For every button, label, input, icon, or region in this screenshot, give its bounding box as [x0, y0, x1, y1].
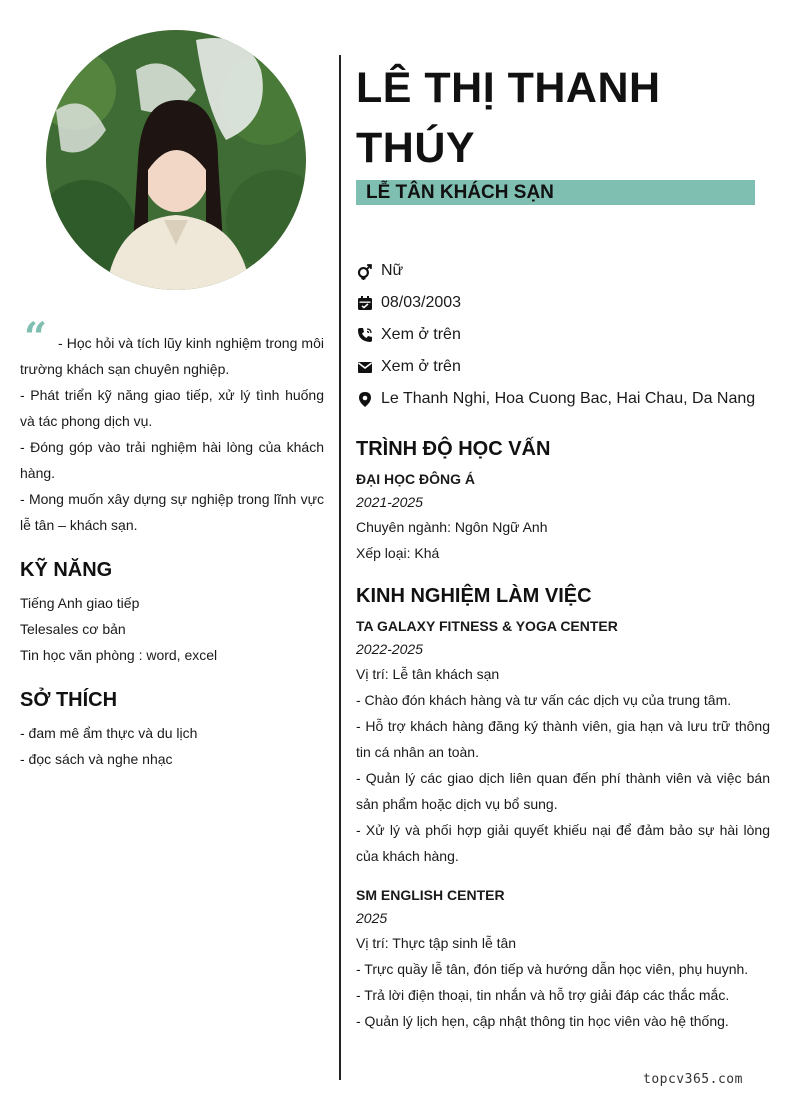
- job-position: Vị trí: Lễ tân khách sạn: [356, 666, 500, 682]
- location-icon: [356, 391, 373, 408]
- career-objective: [20, 330, 324, 538]
- profile-photo: [46, 30, 306, 290]
- job-duty: - Trả lời điện thoại, tin nhắn và hỗ trợ giải đáp các thắc mắc.: [356, 987, 730, 1003]
- email-icon: [356, 359, 373, 376]
- job-years: 2025: [356, 910, 388, 926]
- quote-icon: “: [24, 314, 48, 361]
- education-heading: TRÌNH ĐỘ HỌC VẤN: [356, 438, 551, 460]
- gender-icon: [356, 263, 373, 280]
- contact-dob: [356, 291, 776, 315]
- contact-email[interactable]: [356, 355, 776, 379]
- contact-address: [356, 387, 776, 411]
- job-duty: - Hỗ trợ khách hàng đăng ký thành viên, gia hạn và lưu trữ thông tin cá nhân an toàn.: [356, 718, 770, 760]
- job-duty: - Quản lý lịch hẹn, cập nhật thông tin học viên vào hệ thống.: [356, 1013, 729, 1029]
- job-duty: - Quản lý các giao dịch liên quan đến phí thành viên và việc bán sản phẩm hoặc dịch vụ bổ sung.: [356, 770, 770, 812]
- job-years: 2022-2025: [356, 641, 423, 657]
- hobbies-heading: SỞ THÍCH: [20, 689, 118, 711]
- candidate-name: [356, 58, 776, 178]
- skills-heading: KỸ NĂNG: [20, 559, 113, 581]
- contact-phone[interactable]: [356, 323, 776, 347]
- skill-item: Telesales cơ bản: [20, 621, 126, 637]
- hobby-item: - đam mê ẩm thực và du lịch: [20, 725, 198, 741]
- education-grade: Xếp loại: Khá: [356, 545, 440, 561]
- job-details: [356, 661, 770, 869]
- objective-line: - Đóng góp vào trải nghiệm hài lòng của khách hàng.: [20, 439, 324, 481]
- education-details: [356, 514, 770, 566]
- objective-line: - Phát triển kỹ năng giao tiếp, xử lý tình huống và tác phong dịch vụ.: [20, 387, 324, 429]
- phone-icon: [356, 327, 373, 344]
- calendar-icon: [356, 295, 373, 312]
- skill-item: Tin học văn phòng : word, excel: [20, 647, 218, 663]
- job-title: LỄ TÂN KHÁCH SẠN: [366, 182, 554, 203]
- skill-item: Tiếng Anh giao tiếp: [20, 595, 140, 611]
- gender-value: Nữ: [381, 262, 404, 279]
- column-divider: [339, 55, 341, 1080]
- experience-heading: KINH NGHIỆM LÀM VIỆC: [356, 585, 592, 607]
- job-company: SM ENGLISH CENTER: [356, 887, 505, 903]
- job-duty: - Chào đón khách hàng và tư vấn các dịch vụ của trung tâm.: [356, 692, 732, 708]
- watermark: topcv365.com: [643, 1072, 743, 1087]
- hobby-item: - đọc sách và nghe nhạc: [20, 751, 173, 767]
- education-years: 2021-2025: [356, 494, 423, 510]
- objective-line: - Học hỏi và tích lũy kinh nghiệm trong môi trường khách sạn chuyên nghiệp.: [20, 335, 324, 377]
- address-value: Le Thanh Nghi, Hoa Cuong Bac, Hai Chau, Da Nang: [381, 390, 756, 407]
- job-company: TA GALAXY FITNESS & YOGA CENTER: [356, 618, 618, 634]
- education-major: Chuyên ngành: Ngôn Ngữ Anh: [356, 519, 548, 535]
- phone-value: Xem ở trên: [381, 326, 461, 343]
- job-position: Vị trí: Thực tập sinh lễ tân: [356, 935, 517, 951]
- hobbies-list: [20, 720, 197, 772]
- job-duty: - Trực quầy lễ tân, đón tiếp và hướng dẫn học viên, phụ huynh.: [356, 961, 749, 977]
- job-title-bar: [356, 180, 755, 205]
- school-name: ĐẠI HỌC ĐÔNG Á: [356, 471, 475, 487]
- job-details: [356, 930, 770, 1034]
- contact-gender: [356, 259, 776, 283]
- name-line: LÊ THỊ THANH: [356, 64, 661, 112]
- email-value: Xem ở trên: [381, 358, 461, 375]
- skills-list: [20, 590, 217, 668]
- objective-line: - Mong muốn xây dựng sự nghiệp trong lĩnh vực lễ tân – khách sạn.: [20, 491, 324, 533]
- job-duty: - Xử lý và phối hợp giải quyết khiếu nại để đảm bảo sự hài lòng của khách hàng.: [356, 822, 770, 864]
- name-line: THÚY: [356, 124, 476, 172]
- dob-value: 08/03/2003: [381, 294, 462, 311]
